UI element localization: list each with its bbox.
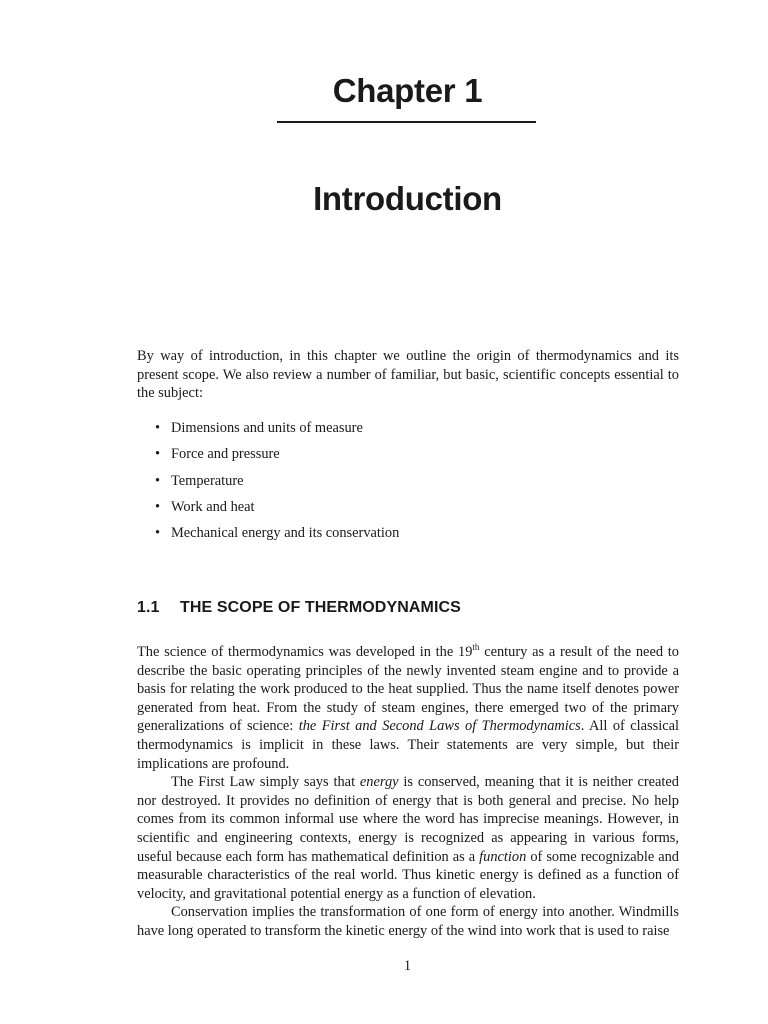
text-run: . All of classical thermodynamics is implicit in these laws. Their statements are very simple, but their implications are profound. — [137, 718, 679, 772]
chapter-title: Introduction — [313, 180, 502, 217]
list-item — [155, 524, 675, 550]
bullet-icon: • — [155, 498, 161, 515]
list-item — [155, 445, 675, 471]
bullet-icon: • — [155, 472, 161, 489]
bullet-icon: • — [155, 525, 161, 542]
list-item — [155, 498, 675, 524]
emphasis-text: the First and Second Laws of Thermodynamics — [298, 718, 581, 735]
bullet-icon: • — [155, 446, 161, 463]
emphasis-text: function — [479, 848, 527, 865]
body-paragraph — [137, 773, 679, 903]
body-paragraph: Conservation implies the transformation of one form of energy into another. Windmills have long operated to transform the kinetic energy of the wind into work that is used to raise — [137, 904, 679, 939]
chapter-label: Chapter 1 — [332, 72, 483, 109]
text-run: century as a result of the need to describe the basic operating principles of the newly invented steam engine and to provide a basis for relating the work produced to the heat supplied. Thus the name itself denotes power generated from heat. From the study of steam engines, there emerged two of the primary generalizations of science: — [137, 644, 679, 735]
superscript: th — [472, 642, 480, 653]
list-item — [155, 472, 675, 498]
chapter-divider — [277, 121, 536, 123]
page-number: 1 — [403, 958, 412, 974]
list-item — [155, 419, 675, 445]
list-item-label: Force and pressure — [171, 446, 280, 463]
section-body — [137, 643, 679, 941]
section-number: 1.1 — [137, 599, 160, 616]
list-item-label: Temperature — [171, 472, 244, 489]
body-paragraph — [137, 643, 679, 773]
emphasis-text: energy — [359, 774, 399, 791]
topic-list — [155, 419, 675, 550]
text-run: The First Law simply says that — [171, 774, 360, 791]
list-item-label: Work and heat — [171, 498, 255, 515]
list-item-label: Mechanical energy and its conservation — [171, 525, 400, 542]
list-item-label: Dimensions and units of measure — [171, 420, 363, 436]
text-run: of some recognizable and measurable characteristics of the real world. Thus kinetic energy is defined as a function of velocity, and gravitational potential energy as a function of elevation. — [137, 848, 679, 902]
section-title: THE SCOPE OF THERMODYNAMICS — [180, 599, 461, 616]
intro-paragraph: By way of introduction, in this chapter we outline the origin of thermodynamics and its present scope. We also review a number of familiar, but basic, scientific concepts essential to the subject: — [137, 348, 679, 402]
text-run: The science of thermodynamics was developed in the 19 — [137, 644, 473, 660]
section-heading — [137, 599, 461, 617]
text-run: is conserved, meaning that it is neither created nor destroyed. It provides no definition of energy that is both general and precise. No help comes from its common informal use where the word has imprecise meanings. However, in scientific and engineering contexts, energy is recognized as appearing in various forms, useful because each form has mathematical definition as a — [137, 774, 680, 865]
bullet-icon: • — [155, 420, 161, 436]
